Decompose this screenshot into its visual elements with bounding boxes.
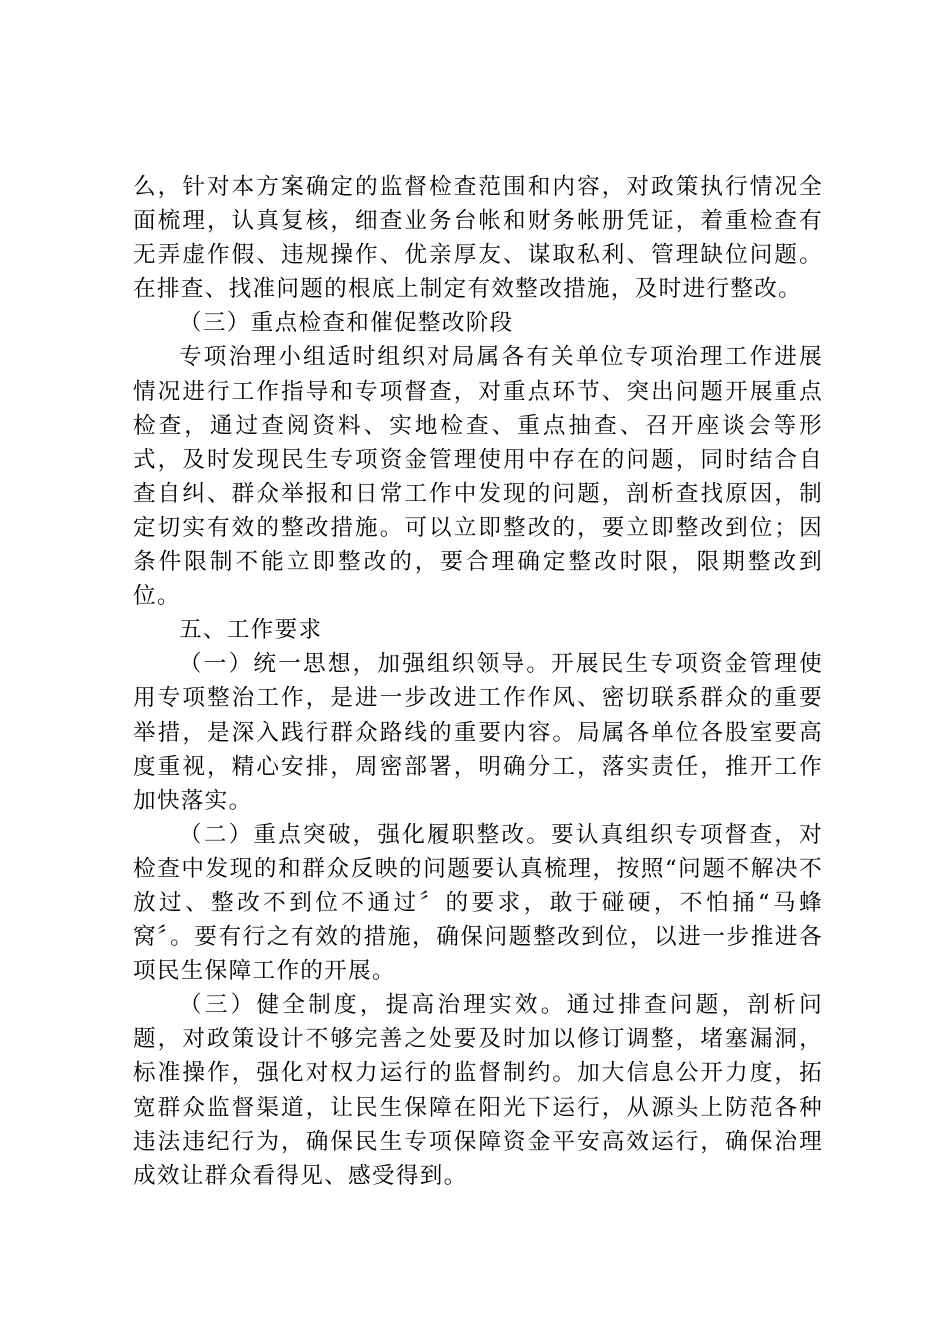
document-body [133, 170, 823, 1193]
paragraph-continuation: 么，针对本方案确定的监督检查范围和内容，对政策执行情况全面梳理，认真复核，细查业务台帐和财务帐册凭证，着重检查有无弄虚作假、违规操作、优亲厚友、谋取私利、管理缺位问题。在排查、找准问题的根底上制定有效整改措施，及时进行整改。 [133, 174, 823, 303]
section-heading-work-requirements: 五、工作要求 [179, 617, 323, 644]
paragraph-requirement-three: （三）健全制度，提高治理实效。通过排查问题，剖析问题，对政策设计不够完善之处要及时加以修订调整，堵塞漏洞，标准操作，强化对权力运行的监督制约。加大信息公开力度，拓宽群众监督渠道，让民生保障在阳光下运行，从源头上防范各种违法违纪行为，确保民生专项保障资金平安高效运行，确保治理成效让群众看得见、感受得到。 [133, 992, 823, 1189]
paragraph-stage-three-body: 专项治理小组适时组织对局属各有关单位专项治理工作进展情况进行工作指导和专项督查，对重点环节、突出问题开展重点检查，通过查阅资料、实地检查、重点抽查、召开座谈会等形式，及时发现民生专项资金管理使用中存在的问题，同时结合自查自纠、群众举报和日常工作中发现的问题，剖析查找原因，制定切实有效的整改措施。可以立即整改的，要立即整改到位；因条件限制不能立即整改的，要合理确定整改时限，限期整改到位。 [133, 344, 823, 610]
section-heading-stage-three: （三）重点检查和催促整改阶段 [179, 310, 514, 337]
paragraph-requirement-one: （一）统一思想，加强组织领导。开展民生专项资金管理使用专项整治工作，是进一步改进工作作风、密切联系群众的重要举措，是深入践行群众路线的重要内容。局属各单位各股室要高度重视，精心安排，周密部署，明确分工，落实责任，推开工作加快落实。 [133, 651, 823, 814]
paragraph-requirement-two: （二）重点突破，强化履职整改。要认真组织专项督查，对检查中发现的和群众反映的问题要认真梳理，按照“问题不解决不放过、整改不到位不通过〞的要求，敢于碰硬，不怕捅“马蜂窝〞。要有行之有效的措施，确保问题整改到位，以进一步推进各项民生保障工作的开展。 [133, 821, 823, 985]
